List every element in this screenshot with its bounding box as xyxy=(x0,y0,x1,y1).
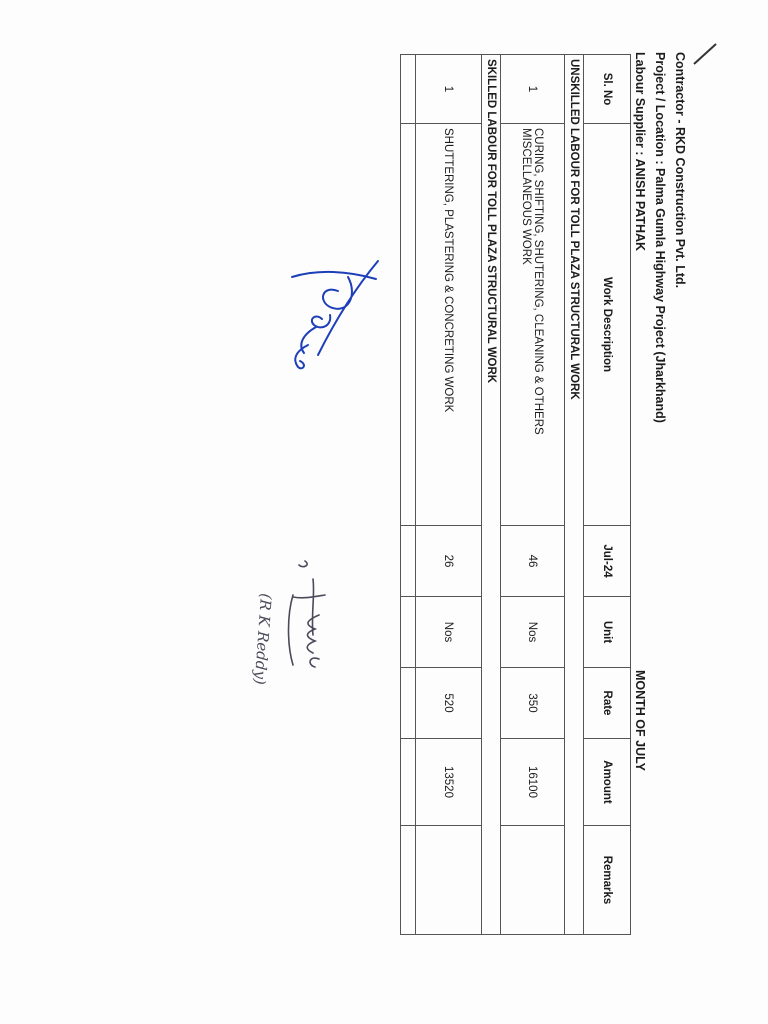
col-header-amount: Amount xyxy=(584,739,631,826)
cell-unit: Nos xyxy=(501,597,565,668)
blank-cell xyxy=(401,826,416,935)
col-header-rate: Rate xyxy=(584,668,631,739)
supplier-line: Labour Supplier : ANISH PATHAK xyxy=(633,52,647,252)
blank-cell xyxy=(401,55,416,124)
blank-cell xyxy=(401,124,416,526)
cell-slno: 1 xyxy=(416,55,482,124)
section-title: UNSKILLED LABOUR FOR TOLL PLAZA STRUCTURAL WORK xyxy=(565,55,584,935)
table-row xyxy=(501,55,565,935)
signatory-name: (R K Reddy) xyxy=(250,592,275,686)
month-label: MONTH OF JULY xyxy=(633,670,647,771)
cell-amount: 16100 xyxy=(501,739,565,826)
contractor-line: Contractor - RKD Construction Pvt. Ltd. xyxy=(673,52,687,289)
cell-rate: 520 xyxy=(416,668,482,739)
col-header-description: Work Description xyxy=(584,124,631,526)
left-signature xyxy=(278,255,388,385)
cell-amount: 13520 xyxy=(416,739,482,826)
cell-rate: 350 xyxy=(501,668,565,739)
tick-mark xyxy=(690,40,720,80)
section-title: SKILLED LABOUR FOR TOLL PLAZA STRUCTURAL WORK xyxy=(482,55,501,935)
labour-bill-table xyxy=(400,54,631,935)
cell-remarks xyxy=(416,826,482,935)
cell-unit: Nos xyxy=(416,597,482,668)
col-header-month: Jul-24 xyxy=(584,526,631,597)
blank-cell xyxy=(401,739,416,826)
col-header-unit: Unit xyxy=(584,597,631,668)
cell-slno: 1 xyxy=(501,55,565,124)
project-line: Project / Location : Palma Gumla Highway Project (Jharkhand) xyxy=(653,52,667,423)
blank-row xyxy=(401,55,416,935)
blank-cell xyxy=(401,668,416,739)
section-row xyxy=(565,55,584,935)
col-header-remarks: Remarks xyxy=(584,826,631,935)
cell-description: CURING, SHIFTING, SHUTERING, CLEANING & OTHERS MISCELLANEOUS WORK xyxy=(501,124,565,526)
section-row xyxy=(482,55,501,935)
col-header-slno: Sl. No xyxy=(584,55,631,124)
table-header-row xyxy=(584,55,631,935)
cell-qty: 26 xyxy=(416,526,482,597)
right-signature xyxy=(223,555,333,745)
table-row xyxy=(416,55,482,935)
cell-remarks xyxy=(501,826,565,935)
cell-description: SHUTTERING, PLASTERING & CONCRETING WORK xyxy=(416,124,482,526)
blank-cell xyxy=(401,526,416,597)
cell-qty: 46 xyxy=(501,526,565,597)
blank-cell xyxy=(401,597,416,668)
